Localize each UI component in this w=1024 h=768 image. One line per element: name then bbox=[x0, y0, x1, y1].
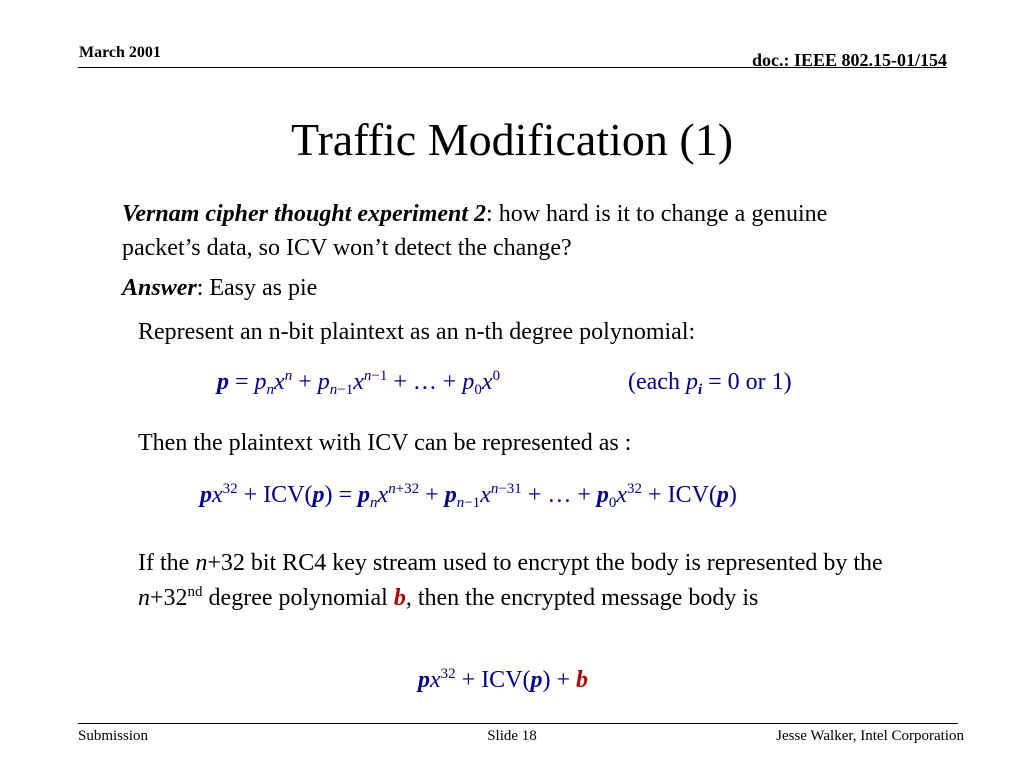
paragraph-answer bbox=[122, 272, 317, 304]
header-divider bbox=[78, 67, 947, 68]
paragraph-question bbox=[122, 197, 902, 265]
formula-encrypted-body: $px^{32} + ICV(p) + b$ bbox=[418, 666, 589, 693]
answer-text: : Easy as pie bbox=[196, 275, 318, 301]
footer-divider bbox=[78, 723, 958, 724]
paragraph-represent: Represent an n-bit plaintext as an n-th degree polynomial: bbox=[138, 319, 696, 345]
question-text: : how hard is it to change a genuine packet’s data, so ICV won’t detect the change? bbox=[122, 201, 828, 261]
question-label: Vernam cipher thought experiment 2 bbox=[122, 201, 487, 227]
paragraph-icv: Then the plaintext with ICV can be represented as : bbox=[138, 430, 632, 456]
footer-slide-number: Slide 18 bbox=[487, 728, 537, 744]
header-date: March 2001 bbox=[79, 44, 161, 61]
footer-author: Jesse Walker, Intel Corporation bbox=[776, 728, 964, 744]
formula-coefficient-note: (each $p_i = 0$ or 1) bbox=[628, 369, 792, 398]
formula-plaintext-with-icv: $px^{32} + ICV(p) = p_nx^{n+32} + p_{n-1}x^{n-31}$ + … + $p_0x^{32} + ICV(p)$ bbox=[200, 481, 737, 511]
slide-title: Traffic Modification (1) bbox=[290, 114, 734, 165]
header-doc-id: doc.: IEEE 802.15-01/154 bbox=[751, 50, 947, 70]
keystream-symbol: b bbox=[393, 585, 406, 611]
paragraph-keystream: If the n+32 bit RC4 key stream used to encrypt the body is represented by the n+32nd degree polynomial b, then the encrypted message body is bbox=[138, 550, 883, 611]
formula-plaintext-polynomial: $p = p_nx^n + p_{n-1}x^{n-1}$ + … + $p_0x^0$ bbox=[217, 368, 501, 398]
footer-submission: Submission bbox=[78, 728, 149, 744]
answer-label: Answer bbox=[122, 275, 197, 301]
